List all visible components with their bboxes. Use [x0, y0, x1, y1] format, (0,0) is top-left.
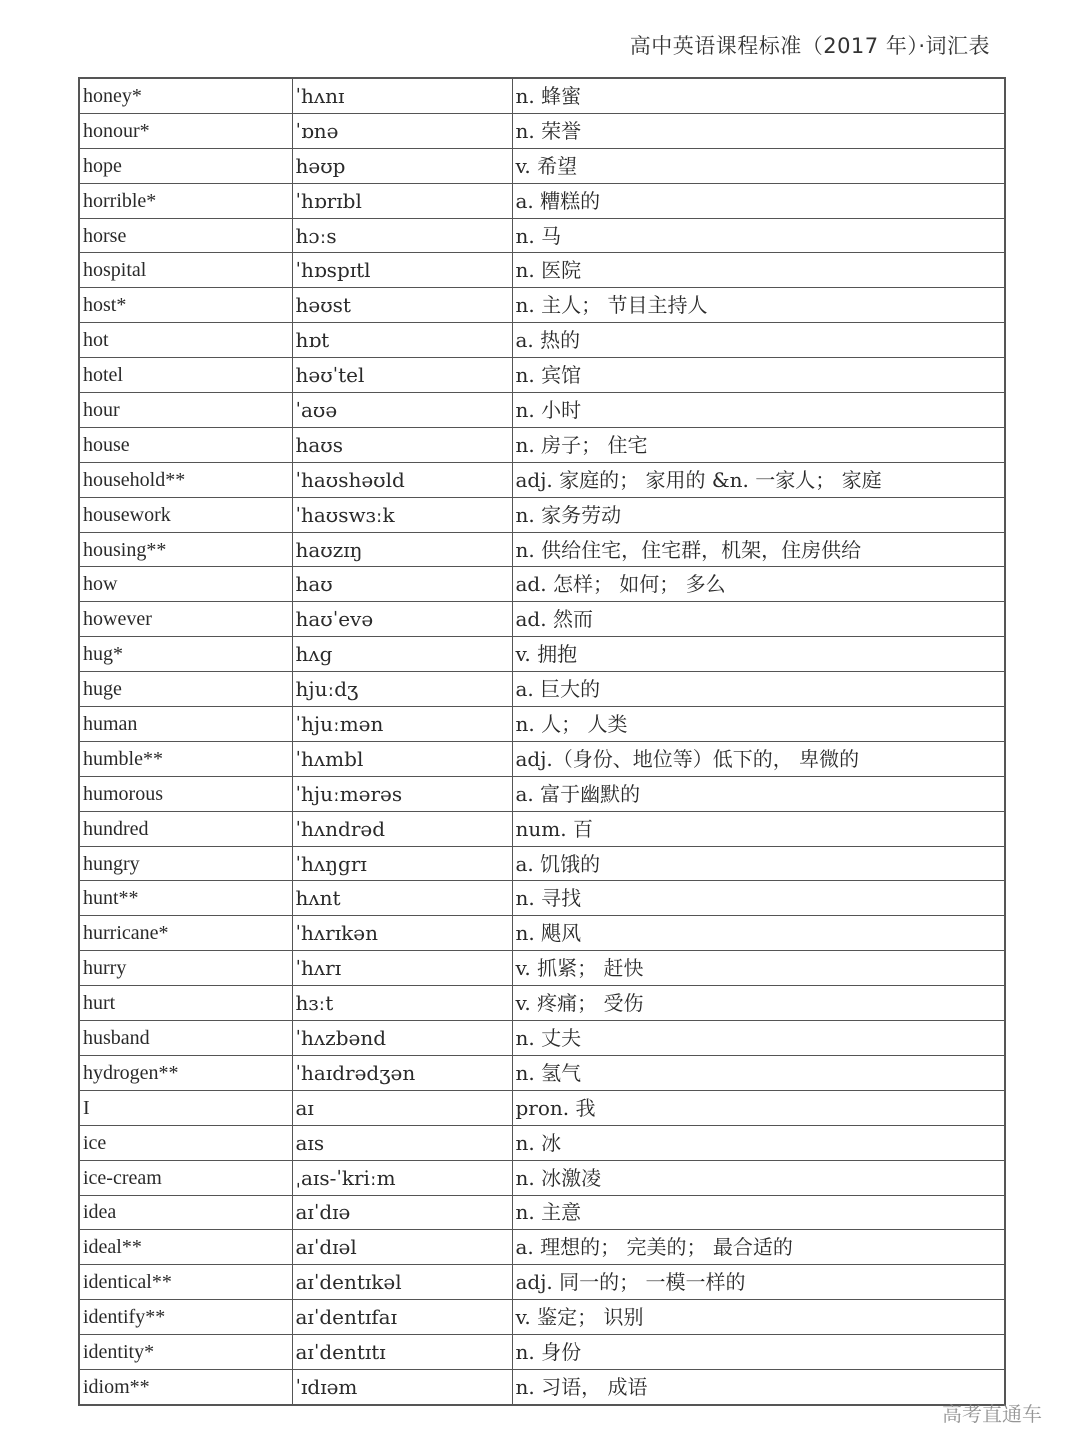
vocabulary-table: [78, 77, 1006, 1406]
word-cell: housing**: [79, 532, 292, 567]
phonetic-cell: hʌnt: [292, 881, 512, 916]
word-cell: identify**: [79, 1300, 292, 1335]
table-row: [79, 462, 1005, 497]
definition-cell: v. 拥抱: [512, 637, 1005, 672]
table-row: [79, 1055, 1005, 1090]
definition-cell: ad. 然而: [512, 602, 1005, 637]
table-row: [79, 113, 1005, 148]
phonetic-cell: ˈhɒrɪbl: [292, 183, 512, 218]
word-cell: humorous: [79, 776, 292, 811]
phonetic-cell: ˈhɒspɪtl: [292, 253, 512, 288]
definition-cell: a. 巨大的: [512, 672, 1005, 707]
table-row: [79, 427, 1005, 462]
phonetic-cell: aɪˈdentɪtɪ: [292, 1335, 512, 1370]
table-row: [79, 253, 1005, 288]
definition-cell: n. 宾馆: [512, 358, 1005, 393]
table-row: [79, 741, 1005, 776]
word-cell: honey*: [79, 78, 292, 113]
definition-cell: a. 富于幽默的: [512, 776, 1005, 811]
table-row: [79, 393, 1005, 428]
phonetic-cell: həʊp: [292, 148, 512, 183]
word-cell: hurt: [79, 986, 292, 1021]
definition-cell: v. 疼痛； 受伤: [512, 986, 1005, 1021]
word-cell: host*: [79, 288, 292, 323]
word-cell: hot: [79, 323, 292, 358]
table-row: [79, 183, 1005, 218]
word-cell: hurricane*: [79, 916, 292, 951]
definition-cell: adj. 同一的； 一模一样的: [512, 1265, 1005, 1300]
vocabulary-table-body: [79, 78, 1005, 1405]
watermark: 高考直通车: [942, 1402, 1042, 1426]
phonetic-cell: həʊst: [292, 288, 512, 323]
word-cell: hundred: [79, 811, 292, 846]
definition-cell: n. 人； 人类: [512, 707, 1005, 742]
definition-cell: n. 医院: [512, 253, 1005, 288]
table-row: [79, 916, 1005, 951]
table-row: [79, 707, 1005, 742]
phonetic-cell: aɪˈdentɪkəl: [292, 1265, 512, 1300]
phonetic-cell: hɒt: [292, 323, 512, 358]
word-cell: I: [79, 1090, 292, 1125]
table-row: [79, 881, 1005, 916]
phonetic-cell: ˈhʌmbl: [292, 741, 512, 776]
phonetic-cell: həʊˈtel: [292, 358, 512, 393]
phonetic-cell: ˈhaɪdrədʒən: [292, 1055, 512, 1090]
definition-cell: adj. 家庭的； 家用的 &n. 一家人； 家庭: [512, 462, 1005, 497]
table-row: [79, 567, 1005, 602]
table-row: [79, 811, 1005, 846]
phonetic-cell: hɜːt: [292, 986, 512, 1021]
word-cell: housework: [79, 497, 292, 532]
word-cell: hotel: [79, 358, 292, 393]
word-cell: hurry: [79, 951, 292, 986]
table-row: [79, 1300, 1005, 1335]
table-row: [79, 218, 1005, 253]
table-row: [79, 1160, 1005, 1195]
phonetic-cell: haʊˈevə: [292, 602, 512, 637]
phonetic-cell: aɪ: [292, 1090, 512, 1125]
definition-cell: n. 冰: [512, 1125, 1005, 1160]
table-row: [79, 1335, 1005, 1370]
phonetic-cell: hʌg: [292, 637, 512, 672]
definition-cell: n. 小时: [512, 393, 1005, 428]
word-cell: however: [79, 602, 292, 637]
definition-cell: a. 热的: [512, 323, 1005, 358]
phonetic-cell: ˈhʌrɪ: [292, 951, 512, 986]
table-row: [79, 951, 1005, 986]
table-row: [79, 497, 1005, 532]
phonetic-cell: ˈhʌnɪ: [292, 78, 512, 113]
phonetic-cell: ˈhaʊswɜːk: [292, 497, 512, 532]
table-row: [79, 1195, 1005, 1230]
table-row: [79, 846, 1005, 881]
table-row: [79, 323, 1005, 358]
phonetic-cell: ˈɒnə: [292, 113, 512, 148]
phonetic-cell: ˈhʌrɪkən: [292, 916, 512, 951]
definition-cell: v. 抓紧； 赶快: [512, 951, 1005, 986]
table-row: [79, 986, 1005, 1021]
definition-cell: n. 身份: [512, 1335, 1005, 1370]
definition-cell: v. 鉴定； 识别: [512, 1300, 1005, 1335]
definition-cell: n. 丈夫: [512, 1021, 1005, 1056]
phonetic-cell: haʊzɪŋ: [292, 532, 512, 567]
table-row: [79, 602, 1005, 637]
word-cell: hope: [79, 148, 292, 183]
word-cell: huge: [79, 672, 292, 707]
definition-cell: n. 主人； 节目主持人: [512, 288, 1005, 323]
word-cell: horrible*: [79, 183, 292, 218]
table-row: [79, 1090, 1005, 1125]
word-cell: how: [79, 567, 292, 602]
phonetic-cell: ˈɪdɪəm: [292, 1369, 512, 1404]
table-row: [79, 148, 1005, 183]
word-cell: identical**: [79, 1265, 292, 1300]
definition-cell: n. 供给住宅，住宅群，机架，住房供给: [512, 532, 1005, 567]
word-cell: ice: [79, 1125, 292, 1160]
table-row: [79, 776, 1005, 811]
phonetic-cell: ˈhʌŋgrɪ: [292, 846, 512, 881]
phonetic-cell: hɔːs: [292, 218, 512, 253]
word-cell: hug*: [79, 637, 292, 672]
definition-cell: n. 荣誉: [512, 113, 1005, 148]
definition-cell: pron. 我: [512, 1090, 1005, 1125]
definition-cell: n. 家务劳动: [512, 497, 1005, 532]
definition-cell: a. 饥饿的: [512, 846, 1005, 881]
phonetic-cell: hjuːdʒ: [292, 672, 512, 707]
definition-cell: ad. 怎样； 如何； 多么: [512, 567, 1005, 602]
definition-cell: n. 氢气: [512, 1055, 1005, 1090]
phonetic-cell: ˈhjuːmərəs: [292, 776, 512, 811]
word-cell: hungry: [79, 846, 292, 881]
definition-cell: n. 马: [512, 218, 1005, 253]
word-cell: hospital: [79, 253, 292, 288]
word-cell: ice-cream: [79, 1160, 292, 1195]
definition-cell: n. 冰激凌: [512, 1160, 1005, 1195]
word-cell: hunt**: [79, 881, 292, 916]
word-cell: hour: [79, 393, 292, 428]
table-row: [79, 1125, 1005, 1160]
definition-cell: n. 寻找: [512, 881, 1005, 916]
table-row: [79, 78, 1005, 113]
word-cell: human: [79, 707, 292, 742]
table-row: [79, 1265, 1005, 1300]
phonetic-cell: aɪs: [292, 1125, 512, 1160]
phonetic-cell: haʊs: [292, 427, 512, 462]
table-row: [79, 358, 1005, 393]
table-row: [79, 1230, 1005, 1265]
definition-cell: v. 希望: [512, 148, 1005, 183]
table-row: [79, 672, 1005, 707]
phonetic-cell: haʊ: [292, 567, 512, 602]
table-row: [79, 288, 1005, 323]
definition-cell: num. 百: [512, 811, 1005, 846]
phonetic-cell: aɪˈdɪəl: [292, 1230, 512, 1265]
definition-cell: n. 习语， 成语: [512, 1369, 1005, 1404]
word-cell: house: [79, 427, 292, 462]
phonetic-cell: aɪˈdentɪfaɪ: [292, 1300, 512, 1335]
word-cell: honour*: [79, 113, 292, 148]
definition-cell: a. 糟糕的: [512, 183, 1005, 218]
definition-cell: n. 主意: [512, 1195, 1005, 1230]
phonetic-cell: aɪˈdɪə: [292, 1195, 512, 1230]
definition-cell: n. 房子； 住宅: [512, 427, 1005, 462]
definition-cell: n. 飓风: [512, 916, 1005, 951]
word-cell: humble**: [79, 741, 292, 776]
word-cell: ideal**: [79, 1230, 292, 1265]
table-row: [79, 1369, 1005, 1404]
phonetic-cell: ˈhjuːmən: [292, 707, 512, 742]
word-cell: husband: [79, 1021, 292, 1056]
word-cell: hydrogen**: [79, 1055, 292, 1090]
definition-cell: n. 蜂蜜: [512, 78, 1005, 113]
phonetic-cell: ˈhʌndrəd: [292, 811, 512, 846]
definition-cell: a. 理想的； 完美的； 最合适的: [512, 1230, 1005, 1265]
table-row: [79, 637, 1005, 672]
page-title: 高中英语课程标准（2017 年）·词汇表: [629, 34, 990, 58]
phonetic-cell: ˈhʌzbənd: [292, 1021, 512, 1056]
word-cell: horse: [79, 218, 292, 253]
phonetic-cell: ˈaʊə: [292, 393, 512, 428]
word-cell: idiom**: [79, 1369, 292, 1404]
definition-cell: adj.（身份、地位等）低下的， 卑微的: [512, 741, 1005, 776]
table-row: [79, 1021, 1005, 1056]
phonetic-cell: ˈhaʊshəʊld: [292, 462, 512, 497]
word-cell: household**: [79, 462, 292, 497]
phonetic-cell: ˌaɪs-ˈkriːm: [292, 1160, 512, 1195]
word-cell: idea: [79, 1195, 292, 1230]
word-cell: identity*: [79, 1335, 292, 1370]
table-row: [79, 532, 1005, 567]
